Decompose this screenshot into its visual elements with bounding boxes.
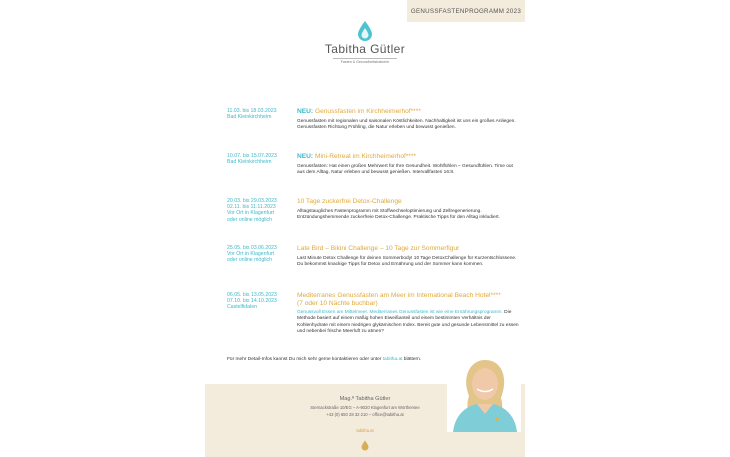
portrait-photo [447,356,521,432]
event-location-2: oder online möglich [227,216,272,223]
event-content [297,245,519,268]
event-description: Genussfasten mit regionalen und saisonalen Köstlichkeiten. Nachhaltigkeit ist uns ein großes Anliegen. Genussfasten Richtung Frühling, die Natur erleben und bewusst genießen. [297,118,516,130]
event-date-block [227,245,297,264]
event-date: 06.05. bis 13.05.2023 [227,292,277,298]
event-description: Alltagstaugliches Fastenprogramm mit Stoffwechseloptimierung und Zellregenerierung. Entzündungshemmende zuckerfreie Detox-Challenge. Praktische Tipps für den Alltag inkludiert. [297,208,500,220]
event-description-highlight: Genussvoll Essen am Mittelmeer. Mediterranes Genussfasten ist wie eine Ernährungsprogramm. [297,310,503,316]
footer-note-text: Für mehr Detail-Infos kannst Du mich sehr gerne kontaktieren oder unter [227,357,383,362]
event-title [297,108,519,116]
event-location-2: oder online möglich [227,257,272,264]
event-description [297,310,519,335]
event-date-2: 07.10. bis 14.10.2023 [227,298,277,305]
event-description: Last Minute Detox Challenge für deinen Sommerbody! 10 Tage DetoxChallenge für Kurzentschlossene. Du bekommst knackige Tipps für Detox und Ernährung und der Sommer kann kommen. [297,255,517,267]
brand-name: Tabitha Gütler [324,42,406,56]
event-title: Late Bird – Bikini Challenge – 10 Tage zur Sommerfigur [297,245,460,252]
event-date-2: 02.11. bis 11.11.2023 [227,204,276,211]
event-title: Mediterranes Genussfasten am Meer im International Beach Hotel**** [297,292,501,299]
event-location: Bad Kleinkirchheim [227,114,272,121]
brand-subtitle: Fasten & Gesundheitstrainerin [340,60,390,64]
event-content [297,198,519,221]
website-link[interactable]: tabitha.at [382,357,403,362]
event-date-block [227,198,297,223]
program-tag: GENUSSFASTENPROGRAMM 2023 [407,0,525,22]
event-date: 11.03. bis 18.03.2023 [227,108,277,114]
event-date: 10.07. bis 15.07.2023 [227,153,277,159]
brand-divider [333,58,397,59]
event-title-note: (7 oder 10 Nächte buchbar) [297,299,378,307]
contact-phone-email[interactable]: +43 (0) 650 28 32 210 – office@tabitha.at [326,412,404,417]
event-title [297,153,519,161]
drop-logo-small-icon [361,440,369,451]
event-date: 25.05. bis 03.06.2023 [227,245,277,251]
event-description-text: Die Methode basiert auf einem mäßig hohen Eiweißanteil und einem bestimmten Verhältnis der Kohlenhydrate mit einem niedrigen glykämischen Index. Bereit gute und gesunde Lebensmittel zu essen und nebenbei frische Meerluft zu atmen? [297,310,519,334]
event-location: Vor Ort in Klagenfurt [227,251,274,258]
event-date-block [227,292,297,311]
event-date-block [227,108,297,120]
new-label: NEU: [297,153,314,160]
event-location: Bad Kleinkirchheim [227,159,272,166]
event-description: Genussfasten: Hat einen großen Mehrwert für Ihre Gesundheit. Wohlfühlen – Gesundfühlen. Time out aus dem Alltag, Natur erleben und bewusst genießen. Intervallfasten 16:8. [297,163,513,175]
new-label: NEU: [297,108,314,115]
event-content [297,292,519,335]
event-location: Castelfidalen [227,304,257,311]
event-content [297,108,519,131]
event-title-text: Mini-Retreat im Kirchheimerhof**** [314,153,417,160]
drop-logo-icon [357,20,373,42]
event-title: 10 Tage zuckerfrei Detox-Challenge [297,198,402,205]
contact-name: Mag.ª Tabitha Gütler [339,396,391,402]
contact-address: Sternackstraße 10/EG – A-9020 Klagenfurt am Wörthersee [310,405,420,410]
footer-note-end: blättern. [402,357,422,362]
event-content [297,153,519,176]
contact-web-link[interactable]: tabitha.at [356,428,374,433]
event-date-block [227,153,297,165]
event-location: Vor Ort in Klagenfurt [227,210,274,217]
event-title-text: Genussfasten im Kirchheimerhof**** [314,108,421,115]
event-date: 20.03. bis 29.03.2023 [227,198,277,204]
